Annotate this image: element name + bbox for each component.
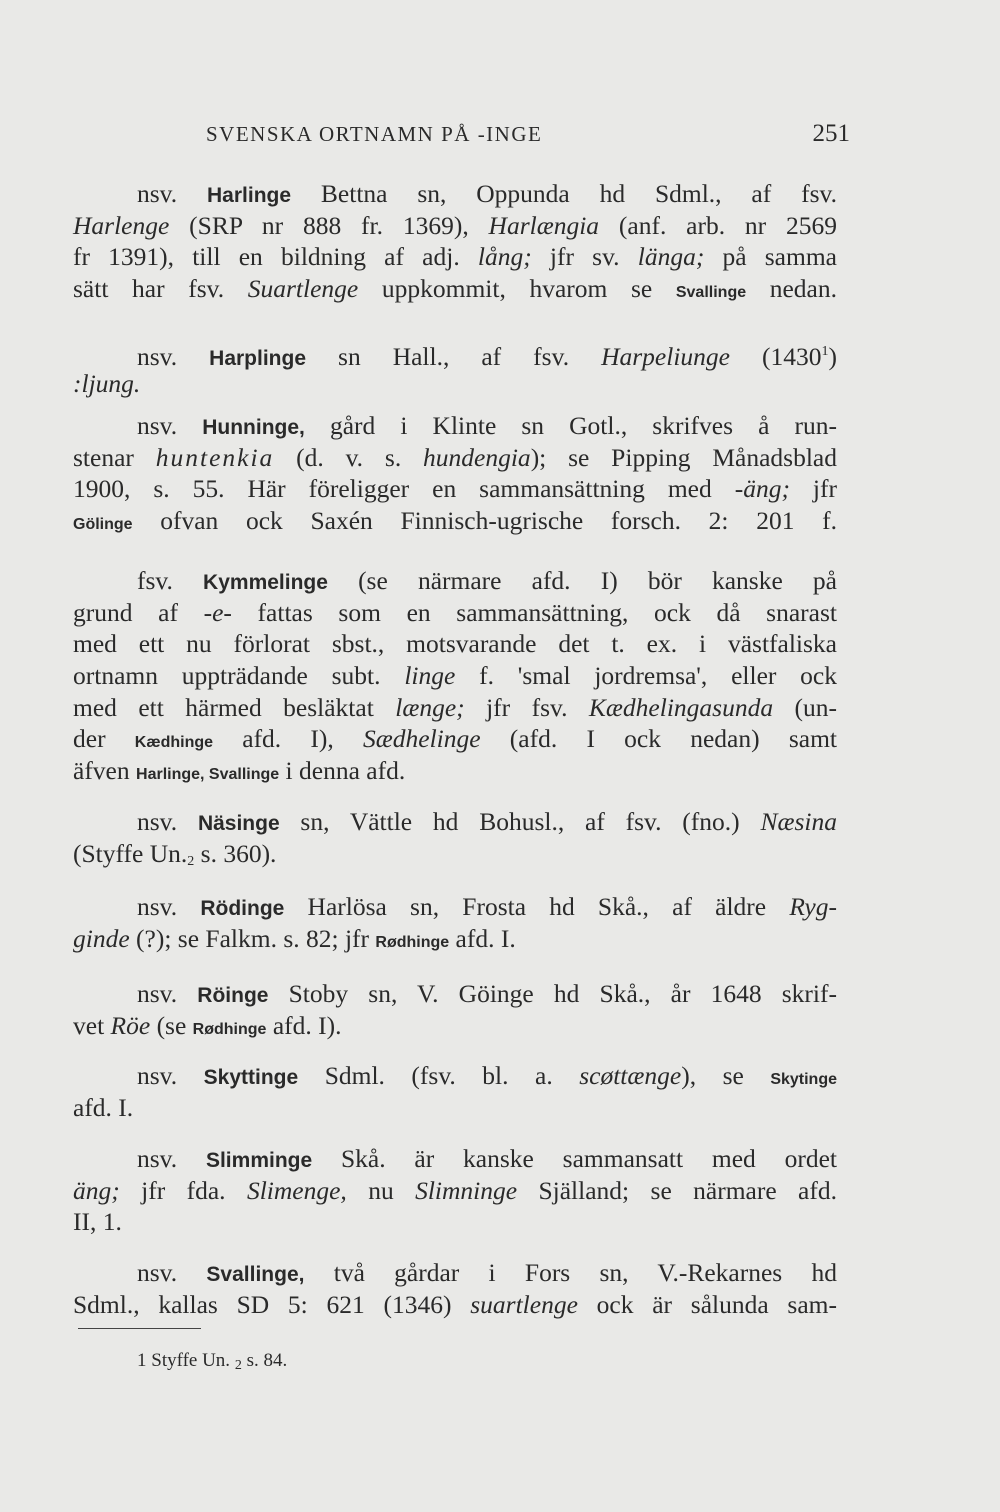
headword: Kymmelinge: [203, 571, 328, 594]
text-line: [73, 923, 837, 955]
entry-slimminge: [73, 1143, 837, 1238]
text-run: sätt har fsv.: [73, 274, 248, 304]
italic-form: scøttænge: [579, 1061, 682, 1090]
italic-form: Kædhelingasunda: [588, 692, 774, 722]
cross-reference: Rødhinge: [375, 933, 450, 951]
text-run: gård i Klinte sn Gotl., skrifves å run-: [304, 411, 837, 440]
text-run: jfr sv.: [531, 242, 638, 272]
text-line: [73, 806, 837, 838]
text-line: [73, 597, 837, 629]
entry-nasinge: [73, 806, 837, 869]
runic-form: huntenkia: [155, 442, 275, 472]
text-run: (se: [150, 1010, 193, 1040]
italic-form: linge: [404, 661, 456, 691]
text-run: (anf. arb. nr 2569: [599, 210, 837, 240]
text-line: [73, 755, 837, 787]
italic-form: -e-: [203, 597, 232, 627]
text-line: [73, 1010, 837, 1042]
text-line: [73, 628, 837, 660]
text-run: Sdml., kallas SD 5: 621 (1346): [73, 1289, 471, 1319]
text-line: [73, 978, 837, 1010]
text-line: [73, 1175, 837, 1207]
italic-form: Harlenge: [73, 210, 170, 240]
text-line: [73, 410, 837, 442]
text-run: med ett nu förlorat sbst., motsvarande det t. ex. i västfaliska: [73, 629, 837, 659]
text-line: [73, 838, 837, 870]
headword: Harlinge: [207, 184, 292, 207]
italic-form: Harpeliunge: [601, 342, 730, 371]
text-run: der: [73, 724, 135, 754]
cross-reference: Rødhinge: [192, 1020, 267, 1038]
italic-form: suartlenge: [470, 1289, 578, 1319]
text-run: Harlösa sn, Frosta hd Skå., af äldre: [284, 892, 790, 921]
text-line: [73, 1060, 837, 1092]
text-line: [73, 210, 837, 242]
running-title: SVENSKA ORTNAMN PÅ -INGE: [206, 122, 543, 146]
text-line: [73, 505, 837, 537]
text-run: i denna afd.: [279, 756, 406, 786]
cross-reference: Svallinge: [675, 284, 747, 302]
text-run: Bettna sn, Oppunda hd Sdml., af fsv.: [291, 179, 837, 208]
text-run: ); se Pipping Månadsblad: [530, 442, 838, 472]
entry-harplinge: [73, 336, 837, 399]
text-run: uppkommit, hvarom se: [358, 274, 676, 304]
text-run: (SRP nr 888 fr. 1369),: [169, 210, 489, 240]
text-run: jfr fsv.: [464, 692, 589, 722]
cross-reference: Skytinge: [770, 1071, 837, 1088]
text-run: vet: [73, 1010, 111, 1040]
headword: Svallinge,: [206, 1263, 305, 1286]
text-run: två gårdar i Fors sn, V.-Rekarnes hd: [304, 1258, 837, 1287]
italic-form: äng;: [73, 1175, 120, 1205]
cross-reference: Kædhinge: [134, 734, 214, 752]
text-line: [73, 692, 837, 724]
text-run: s. 360).: [194, 838, 277, 868]
headword: Harplinge: [209, 347, 307, 370]
headword: Rödinge: [200, 897, 285, 920]
headword: Hunninge,: [202, 416, 305, 439]
subscript: 2: [187, 853, 195, 869]
cross-reference: Gölinge: [73, 516, 133, 534]
headword: Näsinge: [197, 812, 280, 835]
text-run: med ett härmed besläktat: [73, 692, 396, 722]
text-line: [73, 565, 837, 597]
text-line: [73, 891, 837, 923]
text-run: nsv.: [137, 342, 210, 371]
text-line: [73, 1143, 837, 1175]
text-run: Skå. är kanske sammansatt med ordet: [312, 1144, 837, 1173]
text-run: grund af: [73, 597, 204, 627]
entry-kymmelinge: [73, 565, 837, 787]
text-run: stenar: [73, 442, 156, 472]
text-line: [73, 178, 837, 210]
headword: Skyttinge: [203, 1066, 299, 1089]
text-run: (se närmare afd. I) bör kanske på: [327, 566, 838, 595]
entry-roinge: [73, 978, 837, 1041]
text-run: nsv.: [137, 892, 201, 921]
text-run: afd. I.: [449, 923, 516, 953]
entry-svallinge: [73, 1257, 837, 1320]
text-run: nsv.: [137, 1061, 204, 1090]
text-run: 1 Styffe Un.: [137, 1350, 235, 1371]
text-run: afd. I),: [213, 724, 363, 754]
text-run: sn, Vättle hd Bohusl., af fsv. (fno.): [279, 807, 761, 836]
footnote: [137, 1350, 287, 1374]
page-number: 251: [812, 120, 850, 147]
text-run: afd. I).: [266, 1010, 342, 1040]
text-run: fsv.: [137, 566, 204, 595]
text-run: nu: [346, 1175, 416, 1205]
italic-form: länga;: [637, 242, 705, 272]
text-run: ), se: [681, 1061, 771, 1090]
text-run: (afd. I ock nedan) samt: [480, 724, 837, 754]
text-run: ock är sålunda sam-: [577, 1289, 837, 1319]
text-line: [73, 1289, 837, 1321]
text-line: [73, 723, 837, 755]
footnote-marker: 1: [821, 344, 829, 359]
text-line: [73, 336, 837, 371]
text-run: jfr fda.: [119, 1175, 247, 1205]
text-line: [73, 368, 837, 400]
text-run: (?); se Falkm. s. 82; jfr: [129, 923, 376, 953]
italic-form: Sædhelinge: [363, 724, 481, 754]
text-line: [73, 1206, 837, 1238]
text-run: Stoby sn, V. Göinge hd Skå., år 1648 skrif-: [268, 979, 837, 1008]
text-run: (Styffe Un.: [73, 838, 188, 868]
subscript: 2: [234, 1358, 242, 1373]
italic-form: ginde: [73, 923, 130, 953]
text-run: nsv.: [137, 1144, 206, 1173]
italic-form: lång;: [477, 242, 532, 272]
italic-form: længe;: [395, 692, 465, 722]
text-run: Själland; se närmare afd.: [517, 1175, 837, 1205]
text-run: nsv.: [137, 411, 203, 440]
italic-form: Slimninge: [415, 1175, 518, 1205]
headword: Röinge: [197, 984, 269, 1007]
text-run: ofvan ock Saxén Finnisch-ugrische forsch. 2: 201 f.: [132, 506, 837, 536]
text-run: 1900, s. 55. Här föreligger en sammansättning med: [73, 474, 735, 504]
italic-form: -äng;: [734, 474, 790, 504]
italic-form: Suartlenge: [247, 274, 359, 304]
text-run: sn Hall., af fsv.: [306, 342, 602, 371]
italic-form: Ryg-: [789, 892, 837, 921]
italic-form: Næsina: [760, 807, 837, 836]
text-run: (d. v. s.: [274, 442, 424, 472]
italic-form: :ljung.: [73, 368, 141, 398]
text-run: fr 1391), till en bildning af adj.: [73, 242, 478, 272]
text-run: nsv.: [137, 1258, 207, 1287]
text-run: ortnamn uppträdande subt.: [73, 661, 405, 691]
text-run: nsv.: [137, 807, 198, 836]
text-run: nsv.: [137, 979, 198, 1008]
text-run: afd. I.: [73, 1092, 134, 1122]
text-line: [73, 473, 837, 505]
text-run: (1430: [729, 342, 822, 371]
text-line: [73, 1092, 837, 1124]
italic-form: hundengia: [423, 442, 531, 472]
running-header: [206, 122, 850, 147]
text-run: Sdml. (fsv. bl. a.: [298, 1061, 580, 1090]
text-run: på samma: [704, 242, 837, 272]
text-run: äfven: [73, 756, 137, 786]
text-line: [73, 660, 837, 692]
text-run: s. 84.: [241, 1350, 288, 1371]
text-run: (un-: [773, 692, 838, 722]
text-run: nedan.: [746, 274, 837, 304]
text-line: [73, 442, 837, 474]
cross-reference: Harlinge, Svallinge: [136, 766, 280, 784]
text-run: f. 'smal jordremsa', eller ock: [455, 661, 837, 691]
text-run: fattas som en sammansättning, ock då snarast: [231, 597, 837, 627]
text-run: II, 1.: [73, 1207, 122, 1237]
text-run: nsv.: [137, 179, 208, 208]
text-line: [73, 273, 837, 305]
entry-hunninge: [73, 410, 837, 537]
entry-skyttinge: [73, 1060, 837, 1123]
headword: Slimminge: [205, 1149, 313, 1172]
text-line: [73, 1257, 837, 1289]
footnote-rule: [78, 1328, 201, 1329]
italic-form: Harlængia: [488, 210, 600, 240]
text-run: ): [828, 342, 837, 371]
italic-form: Röe: [110, 1010, 151, 1040]
entry-harlinge: [73, 178, 837, 305]
italic-form: Slimenge,: [246, 1175, 347, 1205]
text-line: [73, 241, 837, 273]
entry-rodinge: [73, 891, 837, 954]
text-run: jfr: [789, 474, 837, 504]
